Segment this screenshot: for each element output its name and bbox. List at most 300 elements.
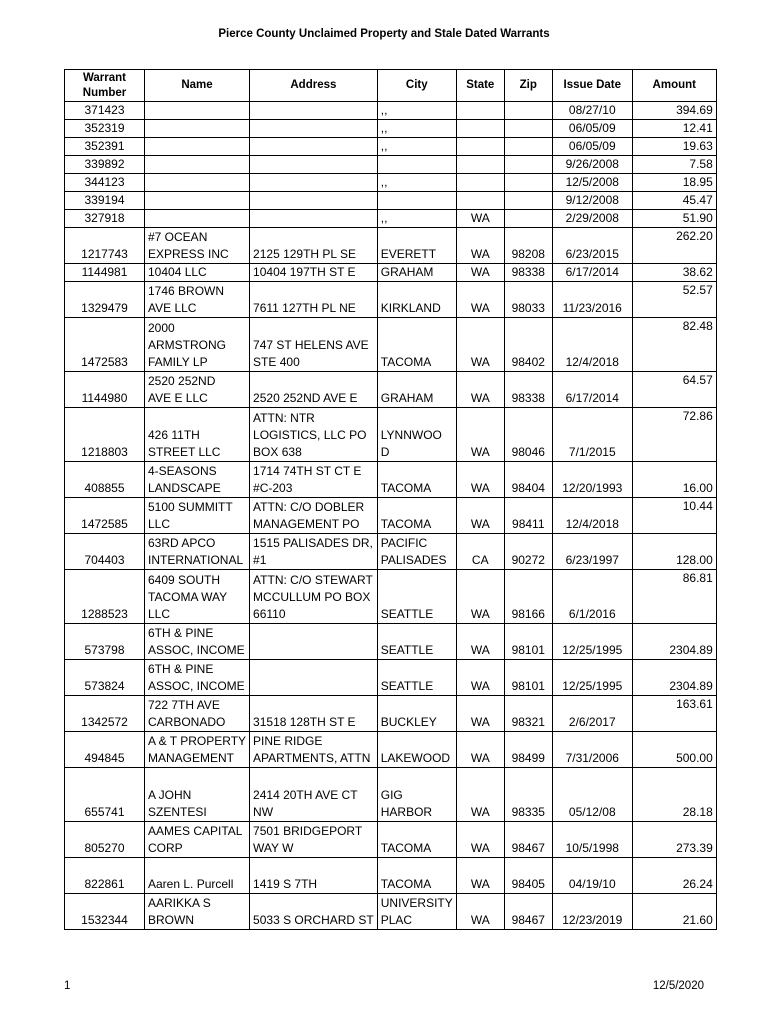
table-row	[65, 282, 717, 318]
cell-name-line: ASSOC, INCOME	[148, 643, 245, 657]
cell-issue-date: 12/20/1993	[552, 462, 632, 498]
cell-warrant: 573824	[65, 660, 145, 696]
cell-state: CA	[456, 534, 504, 570]
cell-city-line: ,,	[380, 175, 388, 189]
cell-name-line: 2520 252ND	[148, 374, 216, 388]
cell-name	[145, 822, 250, 858]
cell-warrant: 494845	[65, 732, 145, 768]
cell-name	[145, 660, 250, 696]
cell-address-line: BOX 638	[253, 445, 302, 459]
cell-name-line: ASSOC, INCOME	[148, 679, 245, 693]
cell-name-line: LANDSCAPE	[148, 481, 221, 495]
cell-address	[250, 174, 378, 192]
cell-city-line: KIRKLAND	[380, 301, 441, 315]
cell-address-line: 2520 252ND AVE E	[253, 391, 358, 405]
cell-warrant: 1472583	[65, 318, 145, 372]
cell-issue-date: 6/23/1997	[552, 534, 632, 570]
cell-address	[250, 282, 378, 318]
cell-warrant: 573798	[65, 624, 145, 660]
cell-state: WA	[456, 822, 504, 858]
cell-city	[377, 264, 456, 282]
cell-address	[250, 318, 378, 372]
cell-address	[250, 894, 378, 930]
cell-city	[377, 282, 456, 318]
cell-amount: 19.63	[632, 138, 716, 156]
table-row	[65, 372, 717, 408]
cell-zip: 98338	[504, 372, 552, 408]
cell-city-line: ,,	[380, 211, 388, 225]
table-header-row	[65, 70, 717, 102]
cell-amount: 128.00	[632, 534, 716, 570]
cell-warrant: 1329479	[65, 282, 145, 318]
cell-zip: 98467	[504, 894, 552, 930]
cell-city-line: SEATTLE	[380, 607, 434, 621]
cell-address	[250, 408, 378, 462]
cell-amount: 86.81	[632, 570, 716, 624]
cell-name-line: 4-SEASONS	[148, 464, 217, 478]
cell-amount: 394.69	[632, 102, 716, 120]
cell-amount: 52.57	[632, 282, 716, 318]
cell-name-line: ARMSTRONG	[148, 338, 226, 352]
cell-issue-date: 6/17/2014	[552, 372, 632, 408]
cell-name	[145, 120, 250, 138]
cell-city-line: D	[380, 445, 390, 459]
cell-city	[377, 210, 456, 228]
cell-address	[250, 372, 378, 408]
cell-name	[145, 192, 250, 210]
cell-name	[145, 408, 250, 462]
cell-city-line: GRAHAM	[380, 265, 434, 279]
table-row	[65, 318, 717, 372]
table-row	[65, 498, 717, 534]
cell-name	[145, 228, 250, 264]
table-row	[65, 696, 717, 732]
cell-address-line: 7611 127TH PL NE	[253, 301, 356, 315]
cell-city-line: ,,	[380, 103, 388, 117]
cell-city-line: BUCKLEY	[380, 715, 437, 729]
cell-warrant: 1144980	[65, 372, 145, 408]
cell-state: WA	[456, 462, 504, 498]
cell-city	[377, 120, 456, 138]
cell-city	[377, 102, 456, 120]
cell-address-line: ATTN: C/O DOBLER	[253, 500, 365, 514]
cell-address-line: 2414 20TH AVE CT	[253, 788, 358, 802]
page-title: Pierce County Unclaimed Property and Stale Dated Warrants	[218, 28, 550, 40]
cell-address	[250, 210, 378, 228]
cell-address	[250, 264, 378, 282]
cell-address	[250, 822, 378, 858]
cell-amount: 64.57	[632, 372, 716, 408]
cell-name	[145, 138, 250, 156]
cell-zip: 98101	[504, 624, 552, 660]
cell-name-line: MANAGEMENT	[148, 751, 235, 765]
cell-name-line: LLC	[148, 607, 171, 621]
cell-name-line: A JOHN	[148, 788, 192, 802]
cell-address-line: 7501 BRIDGEPORT	[253, 824, 363, 838]
cell-city-line: PALISADES	[380, 553, 447, 567]
cell-issue-date: 04/19/10	[552, 858, 632, 894]
cell-issue-date: 05/12/08	[552, 768, 632, 822]
cell-city	[377, 732, 456, 768]
cell-warrant: 352319	[65, 120, 145, 138]
cell-city	[377, 696, 456, 732]
cell-name	[145, 894, 250, 930]
cell-name-line: STREET LLC	[148, 445, 221, 459]
cell-city-line: GRAHAM	[380, 391, 434, 405]
col-header-zip: Zip	[504, 70, 552, 102]
cell-zip: 98033	[504, 282, 552, 318]
cell-name-line: 5100 SUMMITT	[148, 500, 233, 514]
cell-warrant: 339194	[65, 192, 145, 210]
cell-name	[145, 318, 250, 372]
cell-amount: 45.47	[632, 192, 716, 210]
table-row	[65, 624, 717, 660]
cell-name-line: 2000	[148, 321, 175, 335]
cell-name-line: AAMES CAPITAL	[148, 824, 243, 838]
cell-warrant: 805270	[65, 822, 145, 858]
cell-issue-date: 9/26/2008	[552, 156, 632, 174]
cell-name-line: AVE LLC	[148, 301, 197, 315]
cell-name	[145, 624, 250, 660]
cell-issue-date: 12/4/2018	[552, 318, 632, 372]
cell-warrant: 371423	[65, 102, 145, 120]
warrants-table	[64, 69, 717, 930]
cell-state: WA	[456, 372, 504, 408]
cell-address-line: #C-203	[253, 481, 293, 495]
cell-zip: 98208	[504, 228, 552, 264]
cell-zip: 98335	[504, 768, 552, 822]
cell-warrant: 339892	[65, 156, 145, 174]
cell-name-line: AARIKKA S	[148, 896, 211, 910]
cell-address-line: #1	[253, 553, 267, 567]
table-row	[65, 894, 717, 930]
col-header-name: Name	[145, 70, 250, 102]
cell-warrant: 1288523	[65, 570, 145, 624]
cell-address	[250, 624, 378, 660]
cell-name	[145, 570, 250, 624]
cell-name-line: LLC	[148, 517, 171, 531]
cell-amount: 163.61	[632, 696, 716, 732]
cell-amount: 2304.89	[632, 660, 716, 696]
cell-zip: 98046	[504, 408, 552, 462]
cell-name	[145, 462, 250, 498]
cell-state: WA	[456, 660, 504, 696]
cell-address	[250, 858, 378, 894]
cell-address	[250, 696, 378, 732]
cell-name-line: 6TH & PINE	[148, 662, 214, 676]
cell-city-line: TACOMA	[380, 841, 432, 855]
table-row	[65, 174, 717, 192]
cell-name-line: 10404 LLC	[148, 265, 207, 279]
cell-zip: 98405	[504, 858, 552, 894]
cell-state: WA	[456, 624, 504, 660]
page-number: 1	[64, 980, 71, 992]
cell-amount: 82.48	[632, 318, 716, 372]
cell-city	[377, 768, 456, 822]
cell-address-line: 10404 197TH ST E	[253, 265, 356, 279]
cell-city-line: TACOMA	[380, 877, 432, 891]
table-row	[65, 408, 717, 462]
cell-zip	[504, 174, 552, 192]
cell-amount: 51.90	[632, 210, 716, 228]
cell-city-line: TACOMA	[380, 481, 432, 495]
cell-address-line: MCCULLUM PO BOX	[253, 590, 371, 604]
cell-issue-date: 6/1/2016	[552, 570, 632, 624]
cell-name	[145, 696, 250, 732]
table-row	[65, 660, 717, 696]
cell-city-line: ,,	[380, 139, 388, 153]
cell-address-line: MANAGEMENT PO	[253, 517, 360, 531]
table-row	[65, 732, 717, 768]
cell-amount: 16.00	[632, 462, 716, 498]
cell-zip: 98166	[504, 570, 552, 624]
cell-issue-date: 2/6/2017	[552, 696, 632, 732]
cell-city-line: LAKEWOOD	[380, 751, 451, 765]
cell-issue-date: 06/05/09	[552, 138, 632, 156]
cell-name	[145, 372, 250, 408]
cell-state	[456, 174, 504, 192]
cell-name-line: CORP	[148, 841, 183, 855]
cell-zip: 98467	[504, 822, 552, 858]
cell-amount: 273.39	[632, 822, 716, 858]
cell-name-line: 426 11TH	[148, 428, 200, 442]
cell-zip	[504, 138, 552, 156]
cell-issue-date: 11/23/2016	[552, 282, 632, 318]
cell-address	[250, 138, 378, 156]
cell-warrant: 1217743	[65, 228, 145, 264]
cell-issue-date: 7/1/2015	[552, 408, 632, 462]
cell-zip: 98499	[504, 732, 552, 768]
cell-address-line: WAY W	[253, 841, 294, 855]
cell-city-line: HARBOR	[380, 805, 433, 819]
cell-zip: 98101	[504, 660, 552, 696]
cell-city	[377, 318, 456, 372]
cell-warrant: 704403	[65, 534, 145, 570]
cell-name	[145, 282, 250, 318]
cell-address-line: PINE RIDGE	[253, 734, 323, 748]
cell-city-line: EVERETT	[380, 247, 437, 261]
cell-address-line: ATTN: C/O STEWART	[253, 573, 373, 587]
cell-city	[377, 372, 456, 408]
cell-name	[145, 732, 250, 768]
cell-name-line: SZENTESI	[148, 805, 207, 819]
cell-zip: 98411	[504, 498, 552, 534]
cell-warrant: 655741	[65, 768, 145, 822]
col-header-address: Address	[250, 70, 378, 102]
cell-zip	[504, 120, 552, 138]
cell-city-line: SEATTLE	[380, 679, 434, 693]
cell-address-line: 1515 PALISADES DR,	[253, 536, 373, 550]
cell-amount: 12.41	[632, 120, 716, 138]
cell-city	[377, 858, 456, 894]
col-header-amount: Amount	[632, 70, 716, 102]
col-header-city: City	[377, 70, 456, 102]
cell-name-line: TACOMA WAY	[148, 590, 228, 604]
cell-name-line: 63RD APCO	[148, 536, 216, 550]
cell-address-line: STE 400	[253, 355, 300, 369]
cell-name-line: 1746 BROWN	[148, 284, 225, 298]
cell-amount: 21.60	[632, 894, 716, 930]
cell-city	[377, 534, 456, 570]
cell-city	[377, 624, 456, 660]
cell-issue-date: 12/4/2018	[552, 498, 632, 534]
cell-state: WA	[456, 858, 504, 894]
cell-amount: 26.24	[632, 858, 716, 894]
cell-address	[250, 570, 378, 624]
cell-city	[377, 498, 456, 534]
cell-state	[456, 156, 504, 174]
table-row	[65, 768, 717, 822]
cell-zip	[504, 210, 552, 228]
cell-state: WA	[456, 408, 504, 462]
table-row	[65, 120, 717, 138]
table-row	[65, 858, 717, 894]
cell-issue-date: 12/25/1995	[552, 624, 632, 660]
cell-name	[145, 264, 250, 282]
cell-name	[145, 498, 250, 534]
cell-name	[145, 156, 250, 174]
cell-name-line: CARBONADO	[148, 715, 226, 729]
cell-name-line: 722 7TH AVE	[148, 698, 220, 712]
cell-amount: 28.18	[632, 768, 716, 822]
table-row	[65, 228, 717, 264]
cell-address	[250, 498, 378, 534]
cell-address	[250, 462, 378, 498]
cell-name-line: INTERNATIONAL	[148, 553, 244, 567]
table-row	[65, 570, 717, 624]
cell-address	[250, 660, 378, 696]
cell-warrant: 1472585	[65, 498, 145, 534]
cell-name-line: #7 OCEAN	[148, 230, 208, 244]
cell-city	[377, 462, 456, 498]
cell-address-line: 747 ST HELENS AVE	[253, 338, 369, 352]
cell-address	[250, 732, 378, 768]
cell-city	[377, 228, 456, 264]
cell-warrant: 344123	[65, 174, 145, 192]
cell-address-line: NW	[253, 805, 274, 819]
cell-issue-date: 06/05/09	[552, 120, 632, 138]
cell-city-line: SEATTLE	[380, 643, 434, 657]
cell-warrant: 1218803	[65, 408, 145, 462]
cell-zip	[504, 156, 552, 174]
col-header-issue-date: Issue Date	[552, 70, 632, 102]
cell-city	[377, 894, 456, 930]
table-row	[65, 462, 717, 498]
table-row	[65, 192, 717, 210]
cell-name	[145, 534, 250, 570]
cell-state	[456, 120, 504, 138]
cell-address-line: APARTMENTS, ATTN	[253, 751, 371, 765]
cell-address-line: 5033 S ORCHARD ST	[253, 913, 374, 927]
cell-city	[377, 570, 456, 624]
cell-address-line: 66110	[253, 607, 286, 621]
cell-zip	[504, 102, 552, 120]
cell-issue-date: 7/31/2006	[552, 732, 632, 768]
cell-amount: 72.86	[632, 408, 716, 462]
cell-amount: 262.20	[632, 228, 716, 264]
cell-issue-date: 12/25/1995	[552, 660, 632, 696]
cell-city-line: TACOMA	[380, 517, 432, 531]
cell-name-line: BROWN	[148, 913, 194, 927]
cell-warrant: 408855	[65, 462, 145, 498]
cell-address	[250, 102, 378, 120]
cell-warrant: 327918	[65, 210, 145, 228]
cell-city	[377, 660, 456, 696]
table-row	[65, 210, 717, 228]
cell-address-line: 1714 74TH ST CT E	[253, 464, 362, 478]
cell-issue-date: 12/5/2008	[552, 174, 632, 192]
cell-name-line: 6409 SOUTH	[148, 573, 221, 587]
cell-name	[145, 858, 250, 894]
cell-issue-date: 2/29/2008	[552, 210, 632, 228]
cell-address-line: LOGISTICS, LLC PO	[253, 428, 367, 442]
cell-zip: 98321	[504, 696, 552, 732]
cell-address	[250, 120, 378, 138]
cell-name	[145, 210, 250, 228]
cell-state: WA	[456, 696, 504, 732]
table-row	[65, 138, 717, 156]
cell-city-line: PACIFIC	[380, 536, 428, 550]
footer-date: 12/5/2020	[652, 980, 704, 992]
cell-amount: 38.62	[632, 264, 716, 282]
cell-address-line: 31518 128TH ST E	[253, 715, 356, 729]
cell-city-line: ,,	[380, 121, 388, 135]
table-row	[65, 534, 717, 570]
cell-warrant: 1144981	[65, 264, 145, 282]
table-row	[65, 264, 717, 282]
col-header-state: State	[456, 70, 504, 102]
cell-name-line: AVE E LLC	[148, 391, 208, 405]
cell-state	[456, 138, 504, 156]
cell-address-line: ATTN: NTR	[253, 411, 315, 425]
cell-zip: 98338	[504, 264, 552, 282]
cell-state: WA	[456, 228, 504, 264]
cell-issue-date: 9/12/2008	[552, 192, 632, 210]
cell-address	[250, 228, 378, 264]
cell-address	[250, 156, 378, 174]
cell-city	[377, 822, 456, 858]
cell-city-line: LYNNWOO	[380, 428, 442, 442]
cell-issue-date: 12/23/2019	[552, 894, 632, 930]
cell-issue-date: 08/27/10	[552, 102, 632, 120]
cell-city	[377, 192, 456, 210]
cell-zip: 90272	[504, 534, 552, 570]
cell-warrant: 352391	[65, 138, 145, 156]
cell-name	[145, 768, 250, 822]
cell-issue-date: 6/23/2015	[552, 228, 632, 264]
cell-name-line: 6TH & PINE	[148, 626, 214, 640]
cell-address	[250, 192, 378, 210]
cell-city	[377, 408, 456, 462]
cell-state: WA	[456, 498, 504, 534]
cell-state: WA	[456, 570, 504, 624]
table-row	[65, 822, 717, 858]
cell-city	[377, 174, 456, 192]
cell-address-line: 1419 S 7TH	[253, 877, 318, 891]
cell-city	[377, 138, 456, 156]
table-body	[65, 102, 717, 930]
cell-name-line: A & T PROPERTY	[148, 734, 247, 748]
cell-amount: 2304.89	[632, 624, 716, 660]
cell-amount: 10.44	[632, 498, 716, 534]
cell-state: WA	[456, 282, 504, 318]
cell-zip: 98402	[504, 318, 552, 372]
cell-issue-date: 10/5/1998	[552, 822, 632, 858]
table-row	[65, 156, 717, 174]
cell-city-line: GIG	[380, 788, 403, 802]
cell-name-line: FAMILY LP	[148, 355, 208, 369]
cell-name	[145, 102, 250, 120]
